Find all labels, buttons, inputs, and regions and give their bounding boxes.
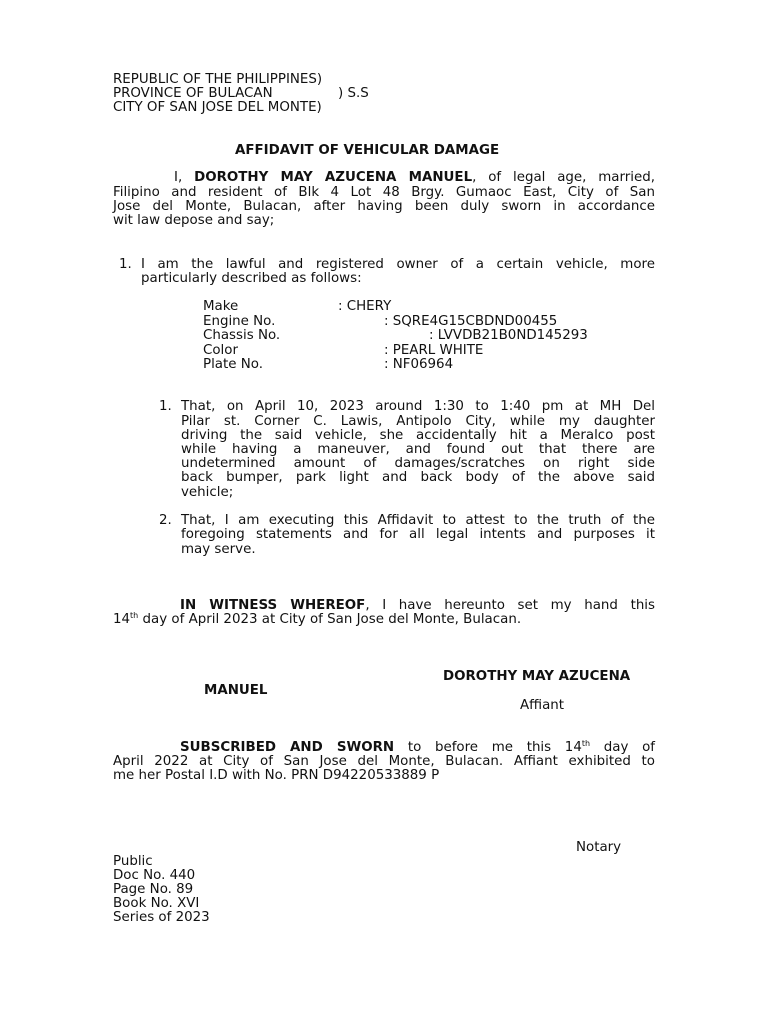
page-no: Page No. 89 (113, 882, 194, 897)
vehicle-color-value: : PEARL WHITE (384, 343, 484, 358)
sub1-line-5: undetermined amount of damages/scratches on right side (181, 456, 655, 471)
header-province: PROVINCE OF BULACAN (113, 86, 273, 101)
vehicle-color-label: Color (203, 343, 238, 358)
sub2-number: 2. (159, 513, 172, 528)
sub2-line-3: may serve. (181, 542, 256, 557)
intro-line-3: Jose del Monte, Bulacan, after having been duly sworn in accordance (113, 199, 655, 214)
witness-line-2: 14th day of April 2023 at City of San Jose del Monte, Bulacan. (113, 611, 522, 627)
item1-line-2: particularly described as follows: (141, 271, 362, 286)
sub1-line-6: back bumper, park light and back body of the above said (181, 470, 655, 485)
item1-number: 1. (119, 257, 132, 272)
intro-line-2: Filipino and resident of Blk 4 Lot 48 Brgy. Gumaoc East, City of San (113, 185, 655, 200)
sub1-line-3: driving the said vehicle, she accidentally hit a Meralco post (181, 428, 655, 443)
jurat-line-2: April 2022 at City of San Jose del Monte, Bulacan. Affiant exhibited to (113, 754, 655, 769)
header-ss: ) S.S (338, 86, 369, 101)
sub2-line-2: foregoing statements and for all legal intents and purposes it (181, 527, 655, 542)
sub1-number: 1. (159, 399, 172, 414)
affiant-name: DOROTHY MAY AZUCENA MANUEL (194, 170, 473, 185)
book-no: Book No. XVI (113, 896, 200, 911)
intro-line-1: I, DOROTHY MAY AZUCENA MANUEL, of legal age, married, (174, 170, 656, 185)
public-label: Public (113, 854, 153, 869)
jurat-line-1: SUBSCRIBED AND SWORN to before me this 14th day of (180, 739, 655, 755)
witness-line-1: IN WITNESS WHEREOF, I have hereunto set my hand this (180, 598, 655, 613)
vehicle-chassis-value: : LVVDB21B0ND145293 (429, 328, 588, 343)
sub1-line-4: while having a maneuver, and found out that there are (181, 442, 655, 457)
sub2-line-1: That, I am executing this Affidavit to attest to the truth of the (181, 513, 655, 528)
header-republic: REPUBLIC OF THE PHILIPPINES) (113, 72, 323, 87)
sub1-line-1: That, on April 10, 2023 around 1:30 to 1:40 pm at MH Del (181, 399, 655, 414)
vehicle-make-label: Make (203, 299, 239, 314)
doc-no: Doc No. 440 (113, 868, 196, 883)
vehicle-engine-value: : SQRE4G15CBDND00455 (384, 314, 558, 329)
vehicle-plate-label: Plate No. (203, 357, 263, 372)
sub1-line-2: Pilar st. Corner C. Lawis, Antipolo City, while my daughter (181, 414, 655, 429)
vehicle-engine-label: Engine No. (203, 314, 276, 329)
signature-name-line-1: DOROTHY MAY AZUCENA (443, 669, 631, 684)
sub1-line-7: vehicle; (181, 485, 234, 500)
jurat-line-3: me her Postal I.D with No. PRN D94220533889 P (113, 768, 440, 783)
header-city: CITY OF SAN JOSE DEL MONTE) (113, 100, 322, 115)
notary-label: Notary (576, 840, 622, 855)
vehicle-plate-value: : NF06964 (384, 357, 454, 372)
affiant-label: Affiant (520, 698, 565, 713)
signature-name-line-2: MANUEL (204, 683, 268, 698)
vehicle-chassis-label: Chassis No. (203, 328, 281, 343)
intro-line-4: wit law depose and say; (113, 213, 275, 228)
item1-line-1: I am the lawful and registered owner of a certain vehicle, more (141, 257, 655, 272)
series-no: Series of 2023 (113, 910, 210, 925)
vehicle-make-value: : CHERY (338, 299, 392, 314)
document-title: AFFIDAVIT OF VEHICULAR DAMAGE (235, 143, 500, 158)
